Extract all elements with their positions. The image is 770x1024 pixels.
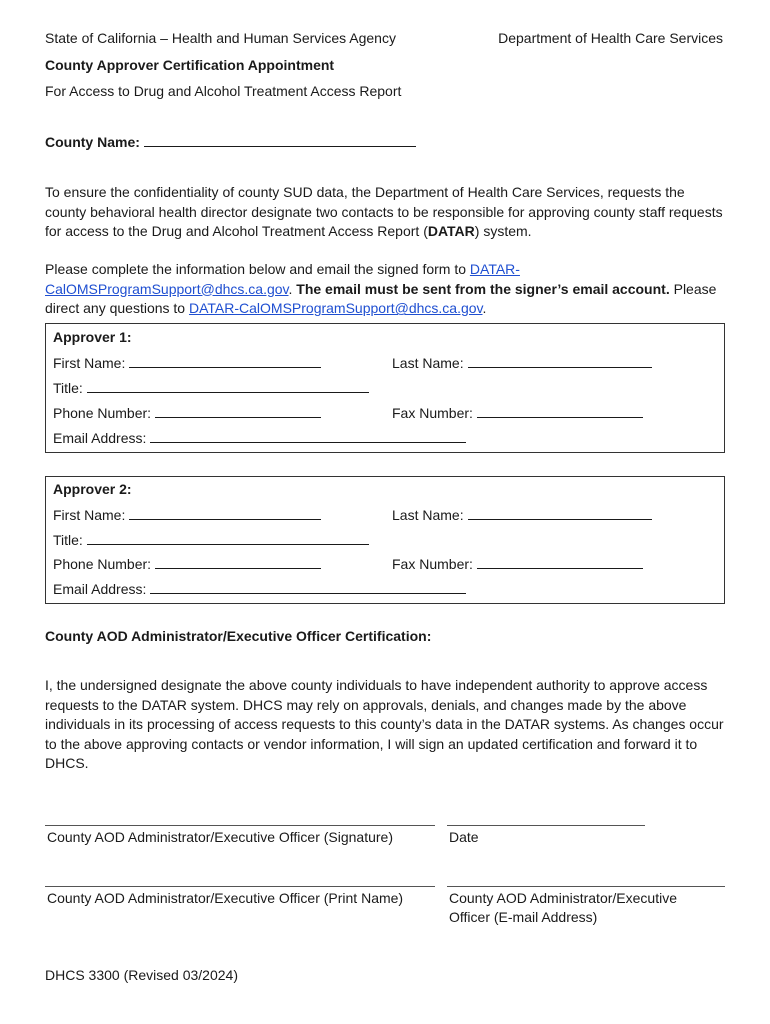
- page-title: County Approver Certification Appointment: [45, 57, 335, 73]
- approver-1-email[interactable]: Email Address:: [53, 429, 466, 446]
- agency-name: State of California – Health and Human Services Agency: [45, 30, 396, 46]
- print-name-line[interactable]: [45, 886, 435, 887]
- support-email-link-1[interactable]: DATAR-CalOMSProgramSupport@dhcs.ca.gov: [45, 261, 520, 297]
- county-name-field[interactable]: [45, 133, 416, 150]
- date-line[interactable]: [447, 825, 645, 826]
- officer-email-label-line2: Officer (E-mail Address): [449, 909, 598, 925]
- date-label: Date: [449, 829, 479, 845]
- approver-2-last-name[interactable]: Last Name:: [392, 506, 652, 523]
- approver-2-email[interactable]: Email Address:: [53, 580, 466, 597]
- approver-1-title[interactable]: Title:: [53, 379, 369, 396]
- approver-1-phone[interactable]: Phone Number:: [53, 404, 321, 421]
- approver-2-section: [45, 476, 725, 604]
- approver-2-fax[interactable]: Fax Number:: [392, 555, 643, 572]
- page-subtitle: For Access to Drug and Alcohol Treatment Access Report: [45, 83, 402, 99]
- print-name-label: County AOD Administrator/Executive Officer (Print Name): [47, 890, 404, 906]
- certification-heading: County AOD Administrator/Executive Officer Certification:: [45, 628, 432, 644]
- department-name: Department of Health Care Services: [498, 30, 723, 46]
- approver-2-first-name[interactable]: First Name:: [53, 506, 321, 523]
- certification-body: I, the undersigned designate the above county individuals to have independent authority to approve access requests to the DATAR system. DHCS may rely on approvals, denials, and changes made by the above individuals in its processing of access requests to this county’s data in the DATAR systems. As changes occur to the above approving contacts or vendor information, I will sign an updated certification and forward it to DHCS.: [45, 677, 724, 772]
- approver-1-first-name[interactable]: First Name:: [53, 354, 321, 371]
- signature-label: County AOD Administrator/Executive Officer (Signature): [47, 829, 393, 845]
- approver-1-section: [45, 323, 725, 453]
- county-name-line[interactable]: [144, 133, 416, 147]
- officer-email-line[interactable]: [447, 886, 725, 887]
- email-requirement: The email must be sent from the signer’s email account.: [296, 280, 670, 297]
- intro-paragraph: To ensure the confidentiality of county SUD data, the Department of Health Care Services, requests the county behavioral health director designate two contacts to be responsible for approving county staff requests for access to the Drug and Alcohol Treatment Access Report (DATAR) system.: [45, 184, 723, 240]
- officer-email-label-line1: County AOD Administrator/Executive: [449, 890, 677, 906]
- approver-2-heading: Approver 2:: [53, 481, 132, 497]
- approver-1-heading: Approver 1:: [53, 329, 132, 345]
- form-number-footer: DHCS 3300 (Revised 03/2024): [45, 967, 238, 983]
- approver-1-fax[interactable]: Fax Number:: [392, 404, 643, 421]
- county-name-label: County Name:: [45, 134, 140, 150]
- approver-2-title[interactable]: Title:: [53, 531, 369, 548]
- datar-acronym: DATAR: [427, 223, 475, 240]
- approver-1-last-name[interactable]: Last Name:: [392, 354, 652, 371]
- approver-2-phone[interactable]: Phone Number:: [53, 555, 321, 572]
- signature-line[interactable]: [45, 825, 435, 826]
- support-email-link-2[interactable]: DATAR-CalOMSProgramSupport@dhcs.ca.gov: [188, 300, 483, 317]
- instructions-paragraph: Please complete the information below and email the signed form to DATAR-CalOMSProgramSupport@dhcs.ca.gov. The email must be sent from the signer’s email account. Please direct any questions to DATAR-CalOMSProgramSupport@dhcs.ca.gov.: [45, 261, 717, 317]
